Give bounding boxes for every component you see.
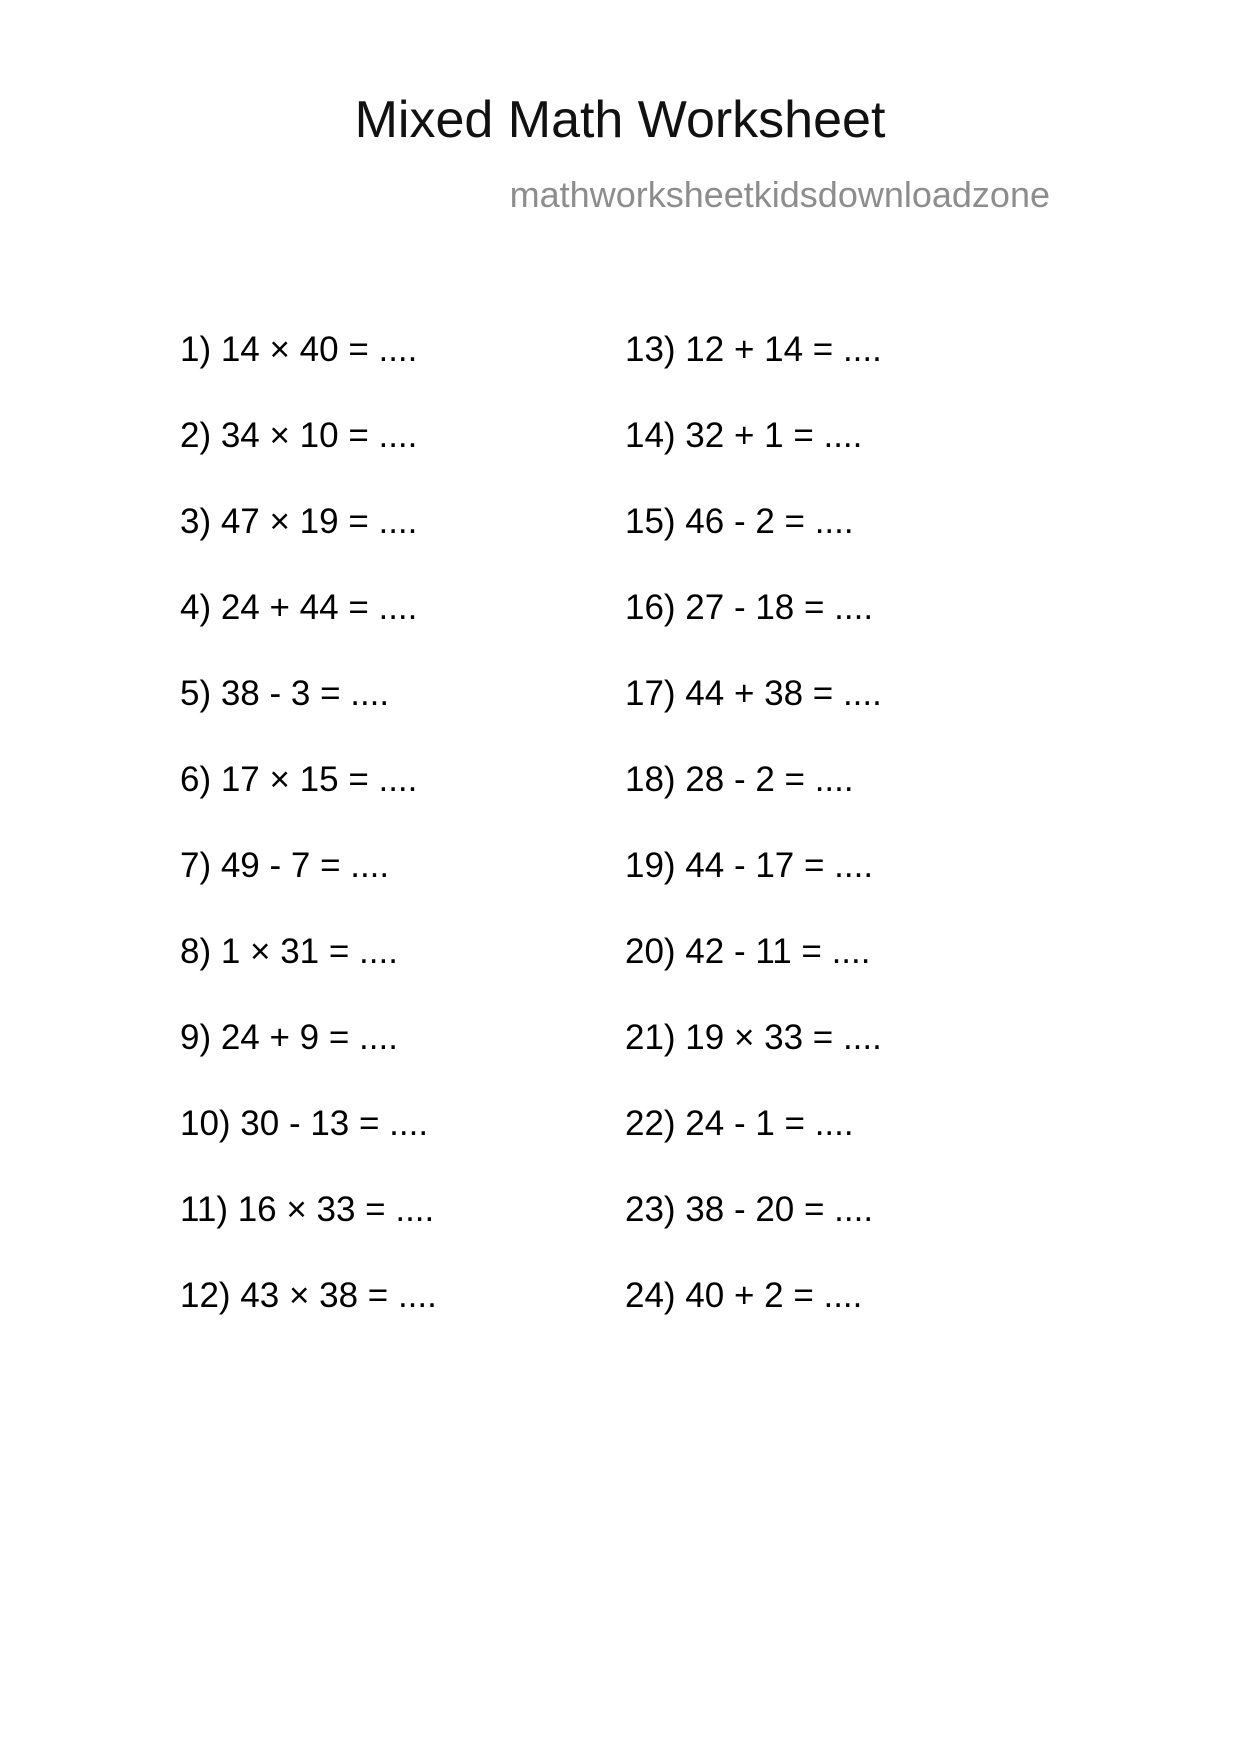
problem-item: 24) 40 + 2 = .... xyxy=(625,1275,863,1315)
problem-item: 15) 46 - 2 = .... xyxy=(625,501,854,541)
problem-item: 17) 44 + 38 = .... xyxy=(625,673,882,713)
problem-item: 14) 32 + 1 = .... xyxy=(625,415,863,455)
problems-left-column xyxy=(180,306,625,1338)
problem-item: 23) 38 - 20 = .... xyxy=(625,1189,874,1229)
problem-item: 4) 24 + 44 = .... xyxy=(180,587,418,627)
problem-item: 8) 1 × 31 = .... xyxy=(180,931,398,971)
problems-right-column xyxy=(625,306,1025,1338)
problem-item: 11) 16 × 33 = .... xyxy=(180,1189,435,1229)
problem-item: 9) 24 + 9 = .... xyxy=(180,1017,398,1057)
site-watermark: mathworksheetkidsdownloadzone xyxy=(509,174,1050,215)
problem-item: 10) 30 - 13 = .... xyxy=(180,1103,429,1143)
problem-item: 20) 42 - 11 = .... xyxy=(625,931,871,971)
problem-item: 1) 14 × 40 = .... xyxy=(180,329,418,369)
problem-item: 6) 17 × 15 = .... xyxy=(180,759,418,799)
problems-container xyxy=(0,306,1240,1338)
page-title: Mixed Math Worksheet xyxy=(354,91,886,149)
problem-item: 3) 47 × 19 = .... xyxy=(180,501,418,541)
problem-item: 12) 43 × 38 = .... xyxy=(180,1275,437,1315)
problem-item: 21) 19 × 33 = .... xyxy=(625,1017,882,1057)
problem-item: 7) 49 - 7 = .... xyxy=(180,845,390,885)
problem-item: 22) 24 - 1 = .... xyxy=(625,1103,854,1143)
problem-item: 13) 12 + 14 = .... xyxy=(625,329,882,369)
problem-item: 18) 28 - 2 = .... xyxy=(625,759,854,799)
problem-item: 2) 34 × 10 = .... xyxy=(180,415,418,455)
problem-item: 16) 27 - 18 = .... xyxy=(625,587,874,627)
problem-item: 5) 38 - 3 = .... xyxy=(180,673,390,713)
problem-item: 19) 44 - 17 = .... xyxy=(625,845,874,885)
